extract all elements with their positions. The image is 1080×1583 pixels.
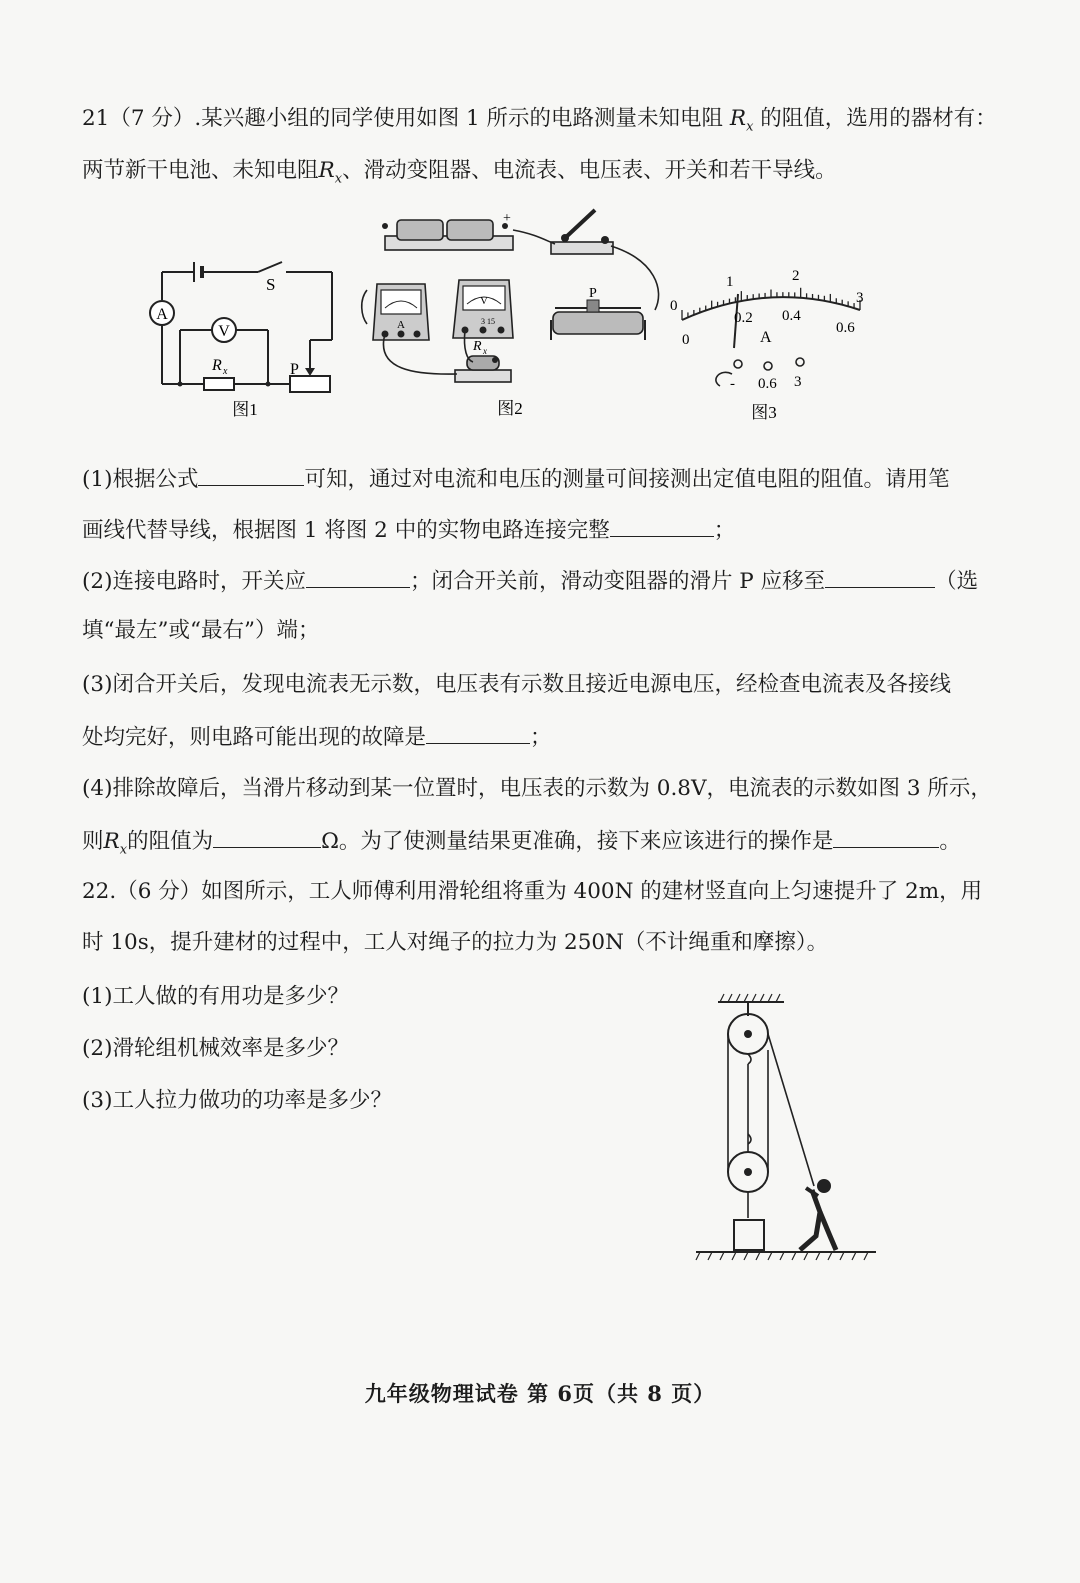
rx-subscript-2: x	[334, 171, 343, 187]
p2a-pre: (2)连接电路时，开关应	[82, 569, 306, 594]
battery-plus: +	[503, 211, 511, 226]
q22-text-2: 时 10s，提升建材的过程中，工人对绳子的拉力为 250N（不计绳重和摩擦）。	[82, 930, 829, 955]
ammeter-part	[373, 284, 429, 340]
rx-symbol-3	[103, 829, 128, 858]
label-slider: P	[290, 361, 299, 378]
p2a-mid: ；闭合开关前，滑动变阻器的滑片 P 应移至	[409, 569, 826, 594]
p3b-pre: 处均完好，则电路可能出现的故障是	[82, 725, 427, 750]
p2a-post: （选	[935, 569, 979, 594]
q21-part1-line-a	[82, 463, 1000, 495]
q21-part2-line-a	[82, 565, 1000, 597]
caption-fig2: 图2	[497, 399, 523, 418]
top-tick-2: 2	[792, 268, 800, 284]
p4b-post: 。	[939, 829, 961, 854]
caption-fig3: 图3	[751, 403, 777, 422]
worker-figure	[800, 1179, 836, 1250]
q21-header	[82, 104, 1000, 142]
p1a-post: 可知，通过对电流和电压的测量可间接测出定值电阻的阻值。请用笔	[304, 467, 950, 492]
rx-subscript-3: x	[119, 842, 128, 858]
rx-symbol-2	[318, 158, 343, 187]
rheostat-part	[551, 286, 645, 340]
switch-part	[551, 210, 613, 254]
terminal-0-6: 0.6	[758, 376, 777, 392]
component-drawing	[355, 200, 665, 425]
dial-unit: A	[760, 329, 772, 346]
voltmeter-part	[453, 280, 513, 338]
rheostat-symbol	[290, 376, 330, 392]
p1b-pre: 画线代替导线，根据图 1 将图 2 中的实物电路连接完整	[82, 518, 610, 543]
rx-symbol	[729, 106, 754, 135]
q21-part3-line-a	[82, 670, 1000, 700]
p4b-unit: Ω。为了使测量结果更准确，接下来应该进行的操作是	[321, 829, 834, 854]
top-tick-0: 0	[670, 298, 678, 314]
label-rx: R	[212, 357, 222, 374]
q21-part1-line-b	[82, 514, 1000, 546]
top-tick-1: 1	[726, 274, 734, 290]
p4a-text: (4)排除故障后，当滑片移动到某一位置时，电压表的示数为 0.8V，电流表的示数如图 3 所示，	[82, 776, 992, 801]
caption-fig1: 图1	[232, 400, 258, 419]
building-material	[734, 1220, 764, 1250]
next-step-blank[interactable]	[833, 825, 939, 848]
materials-text-b: 、滑动变阻器、电流表、电压表、开关和若干导线。	[342, 158, 837, 183]
top-tick-3: 3	[856, 290, 864, 306]
p4b-pre: 则	[82, 829, 104, 854]
bottom-tick-3: 0.6	[836, 320, 855, 336]
rx-letter-2: R	[318, 158, 335, 183]
terminal-minus: -	[730, 376, 735, 392]
q21-header-text: 21（7 分）.某兴趣小组的同学使用如图 1 所示的电路测量未知电阻	[82, 106, 724, 131]
rheostat-p-label: P	[589, 286, 597, 301]
q21-part2-line-b	[82, 616, 1000, 646]
q22-text-1: 22.（6 分）如图所示，工人师傅利用滑轮组将重为 400N 的建材竖直向上匀速提升了 2m，用	[82, 879, 983, 904]
resistor-rx	[204, 378, 234, 390]
bottom-tick-2: 0.4	[782, 308, 801, 324]
label-rx-sub: x	[223, 366, 228, 377]
resistance-blank[interactable]	[213, 825, 321, 848]
circuit-diagram	[140, 250, 350, 425]
q21-part4-line-a	[82, 774, 1000, 804]
label-voltmeter: V	[218, 323, 230, 340]
p3b-post: ；	[530, 725, 552, 750]
p2b-text: 填“最左”或“最右”）端；	[82, 618, 320, 643]
q22-line-1	[82, 877, 1000, 907]
voltmeter-label: V	[480, 295, 488, 307]
label-ammeter: A	[156, 306, 168, 323]
p3a-text: (3)闭合开关后，发现电流表无示数，电压表有示数且接近电源电压，经检查电流表及各接线	[82, 672, 951, 697]
rx-part-sub: x	[483, 346, 487, 356]
pulley-drawing	[690, 990, 890, 1270]
pulley-figure	[690, 990, 890, 1270]
rx-subscript: x	[746, 119, 754, 135]
figure-1-circuit	[140, 250, 350, 425]
q21-part3-line-b	[82, 721, 1000, 753]
terminal-3: 3	[794, 374, 802, 390]
q22-line-2	[82, 928, 1000, 958]
fault-blank[interactable]	[426, 721, 530, 744]
figure-2-components	[355, 200, 665, 425]
label-switch: S	[266, 275, 276, 294]
p1b-post: ；	[713, 518, 736, 543]
q21-part4-line-b	[82, 825, 1000, 865]
q22-sub2-text: (2)滑轮组机械效率是多少？	[82, 1036, 349, 1061]
page-footer: 九年级物理试卷 第 6页（共 8 页）	[364, 1381, 716, 1406]
rx-part	[455, 339, 511, 382]
voltmeter-terminals: 3 15	[481, 317, 495, 326]
q22-sub3-text: (3)工人拉力做功的功率是多少？	[82, 1088, 392, 1113]
circuit-connection-blank[interactable]	[610, 514, 714, 537]
formula-blank[interactable]	[198, 463, 304, 486]
ammeter-dial	[660, 260, 880, 425]
materials-text-a: 两节新干电池、未知电阻	[82, 158, 319, 183]
bottom-tick-0: 0	[682, 332, 690, 348]
p4b-mid: 的阻值为	[127, 829, 214, 854]
slider-position-blank[interactable]	[825, 565, 935, 588]
figure-3-ammeter	[660, 260, 880, 425]
ammeter-label: A	[397, 319, 405, 331]
switch-state-blank[interactable]	[306, 565, 410, 588]
bottom-tick-1: 0.2	[734, 310, 753, 326]
rx-letter-3: R	[103, 829, 120, 854]
q22-sub1-text: (1)工人做的有用功是多少？	[82, 984, 349, 1009]
battery-box	[382, 211, 513, 250]
p1a-pre: (1)根据公式	[82, 467, 199, 492]
rx-letter: R	[729, 106, 747, 131]
q21-materials	[82, 156, 1000, 194]
q21-header-tail: 的阻值，选用的器材有：	[760, 106, 997, 131]
rx-part-label: R	[473, 339, 482, 354]
